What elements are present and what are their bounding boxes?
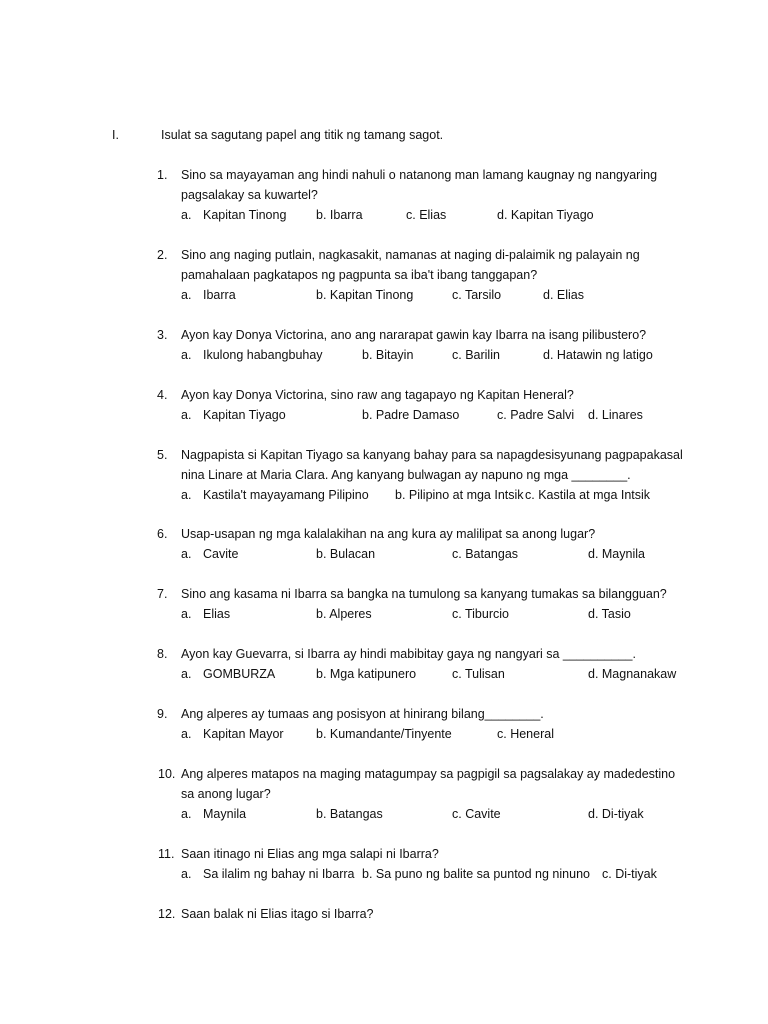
question-number: 10. xyxy=(158,767,176,781)
question-text-line: Usap-usapan ng mga kalalakihan na ang kura ay malilipat sa anong lugar? xyxy=(181,527,596,541)
answer-choice: c. Elias xyxy=(406,208,447,222)
question-number: 2. xyxy=(157,248,168,262)
answer-choice: b. Kapitan Tinong xyxy=(316,288,414,302)
question-number: 1. xyxy=(157,168,168,182)
question-text-line: Sino sa mayayaman ang hindi nahuli o natanong man lamang kaugnay ng nangyaring xyxy=(181,168,658,182)
question-number: 6. xyxy=(157,527,168,541)
answer-choice: b. Kumandante/Tinyente xyxy=(316,727,452,741)
question-number: 3. xyxy=(157,328,168,342)
answer-choice: c. Tiburcio xyxy=(452,607,509,621)
choice-letter: a. xyxy=(181,488,192,502)
question-text-line: sa anong lugar? xyxy=(181,787,271,801)
question-number: 5. xyxy=(157,448,168,462)
answer-choice: b. Alperes xyxy=(316,607,372,621)
choice-letter: a. xyxy=(181,867,192,881)
answer-choice: c. Di-tiyak xyxy=(602,867,657,881)
question-text-line: pamahalaan pagkatapos ng pagpunta sa iba't ibang tanggapan? xyxy=(181,268,538,282)
answer-choice: c. Tarsilo xyxy=(452,288,502,302)
answer-choice: Sa ilalim ng bahay ni Ibarra xyxy=(203,867,355,881)
question-text-line: Ang alperes matapos na maging matagumpay sa pagpigil sa pagsalakay ay madedestino xyxy=(181,767,676,781)
section-instruction: Isulat sa sagutang papel ang titik ng tamang sagot. xyxy=(161,128,444,142)
choice-letter: a. xyxy=(181,408,192,422)
question-text-line: nina Linare at Maria Clara. Ang kanyang bulwagan ay napuno ng mga ________. xyxy=(181,468,631,482)
answer-choice: d. Hatawin ng latigo xyxy=(543,348,653,362)
question-number: 8. xyxy=(157,647,168,661)
answer-choice: c. Padre Salvi xyxy=(497,408,575,422)
answer-choice: d. Tasio xyxy=(588,607,631,621)
answer-choice: b. Batangas xyxy=(316,807,383,821)
question-text-line: Ayon kay Donya Victorina, ano ang nararapat gawin kay Ibarra na isang pilibustero? xyxy=(181,328,647,342)
question-text-line: Ang alperes ay tumaas ang posisyon at hinirang bilang________. xyxy=(181,707,544,721)
choice-letter: a. xyxy=(181,607,192,621)
question-number: 11. xyxy=(158,847,175,861)
question-text-line: Saan balak ni Elias itago si Ibarra? xyxy=(181,907,374,921)
choice-letter: a. xyxy=(181,807,192,821)
answer-choice: Kapitan Tiyago xyxy=(203,408,286,422)
answer-choice: Kapitan Tinong xyxy=(203,208,287,222)
choice-letter: a. xyxy=(181,667,192,681)
answer-choice: d. Di-tiyak xyxy=(588,807,644,821)
choice-letter: a. xyxy=(181,208,192,222)
answer-choice: d. Magnanakaw xyxy=(588,667,677,681)
answer-choice: Cavite xyxy=(203,547,239,561)
answer-choice: b. Pilipino at mga Intsik xyxy=(395,488,524,502)
question-number: 7. xyxy=(157,587,168,601)
answer-choice: c. Heneral xyxy=(497,727,554,741)
question-number: 12. xyxy=(158,907,176,921)
question-text-line: pagsalakay sa kuwartel? xyxy=(181,188,318,202)
question-text-line: Sino ang kasama ni Ibarra sa bangka na tumulong sa kanyang tumakas sa bilangguan? xyxy=(181,587,667,601)
answer-choice: c. Barilin xyxy=(452,348,500,362)
question-text-line: Ayon kay Guevarra, si Ibarra ay hindi mabibitay gaya ng nangyari sa __________. xyxy=(181,647,636,661)
question-text-line: Ayon kay Donya Victorina, sino raw ang tagapayo ng Kapitan Heneral? xyxy=(181,388,574,402)
answer-choice: c. Tulisan xyxy=(452,667,505,681)
answer-choice: c. Kastila at mga Intsik xyxy=(525,488,651,502)
question-number: 4. xyxy=(157,388,168,402)
section-numeral: I. xyxy=(112,128,119,142)
answer-choice: Kastila't mayayamang Pilipino xyxy=(203,488,369,502)
question-text-line: Saan itinago ni Elias ang mga salapi ni Ibarra? xyxy=(181,847,439,861)
answer-choice: b. Ibarra xyxy=(316,208,363,222)
answer-choice: Elias xyxy=(203,607,231,621)
choice-letter: a. xyxy=(181,288,192,302)
question-number: 9. xyxy=(157,707,168,721)
answer-choice: d. Elias xyxy=(543,288,584,302)
answer-choice: Ibarra xyxy=(203,288,236,302)
answer-choice: b. Bulacan xyxy=(316,547,376,561)
answer-choice: d. Maynila xyxy=(588,547,645,561)
question-text-line: Nagpapista si Kapitan Tiyago sa kanyang bahay para sa napagdesisyunang pagpapakasal xyxy=(181,448,683,462)
choice-letter: a. xyxy=(181,547,192,561)
choice-letter: a. xyxy=(181,348,192,362)
answer-choice: c. Batangas xyxy=(452,547,519,561)
answer-choice: Ikulong habangbuhay xyxy=(203,348,323,362)
answer-choice: Kapitan Mayor xyxy=(203,727,284,741)
choice-letter: a. xyxy=(181,727,192,741)
question-text-line: Sino ang naging putlain, nagkasakit, namanas at naging di-palaimik ng palayain ng xyxy=(181,248,640,262)
answer-choice: b. Sa puno ng balite sa puntod ng ninuno xyxy=(362,867,590,881)
answer-choice: d. Linares xyxy=(588,408,643,422)
answer-choice: d. Kapitan Tiyago xyxy=(497,208,594,222)
answer-choice: GOMBURZA xyxy=(203,667,276,681)
answer-choice: b. Bitayin xyxy=(362,348,414,362)
answer-choice: c. Cavite xyxy=(452,807,501,821)
answer-choice: b. Padre Damaso xyxy=(362,408,460,422)
answer-choice: b. Mga katipunero xyxy=(316,667,417,681)
answer-choice: Maynila xyxy=(203,807,247,821)
